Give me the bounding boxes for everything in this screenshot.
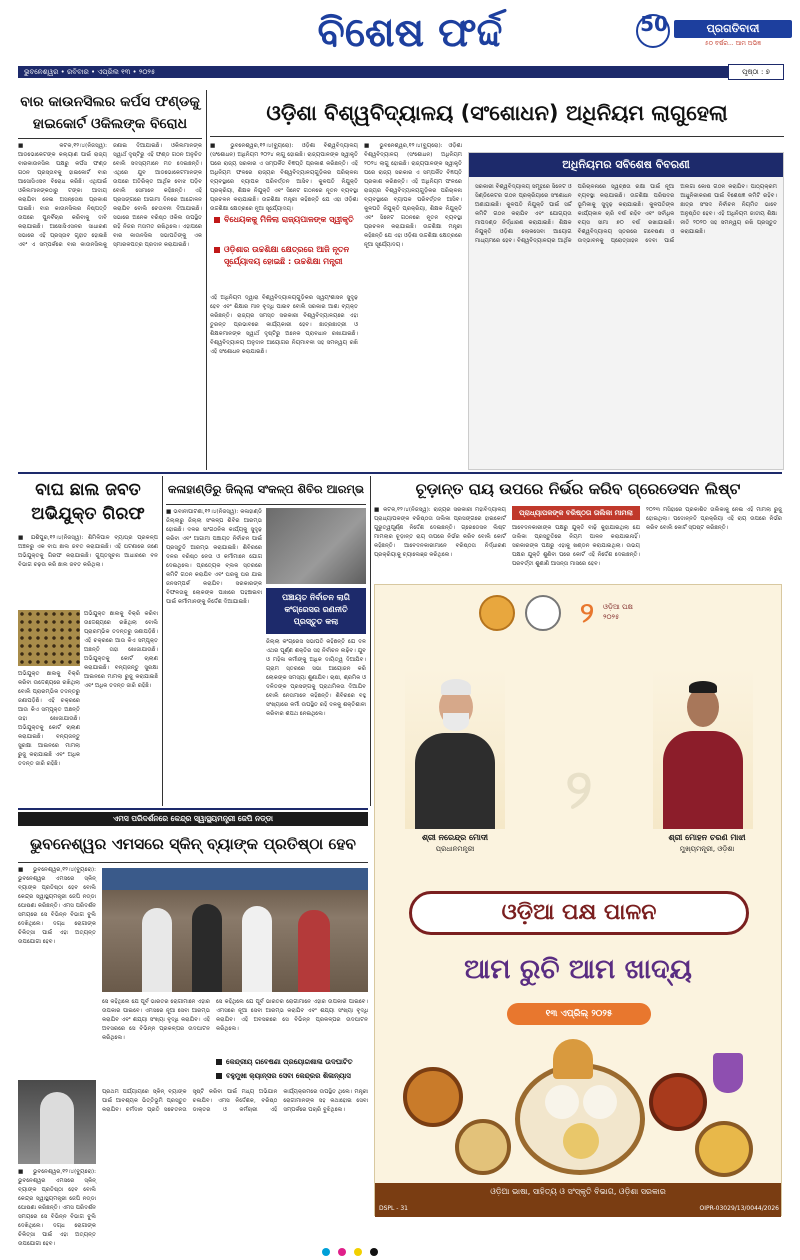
aiims-portrait-photo	[18, 1080, 96, 1164]
food-cup-icon	[713, 1053, 743, 1093]
pullquote-text: ପଞ୍ଚାୟତ ନିର୍ବାଚନ ଲାଗି କଂଗ୍ରେସର ରଣନୀତି ପ୍ରସ୍ତୁତ କଲା	[282, 593, 350, 626]
story-tiger-skin	[18, 476, 158, 806]
story-body-3: ■ ଭୁବନେଶ୍ୱର,୧୨।୪(ବ୍ୟୁରୋ): ଓଡ଼ିଶା ବିଶ୍ୱବିଦ୍ୟାଳୟ (ସଂଶୋଧନ) ଅଧିନିୟମ ୨୦୨୪ ଲାଗୁ ହୋଇଛି। ରାଜ୍ୟପାଳଙ୍କ ସ୍ୱୀକୃତି ପରେ ରାଜ୍ୟ ସରକାର ଏ ସମ୍ପର୍କିତ ବିଜ୍ଞପ୍ତି ପ୍ରକାଶ କରିଛନ୍ତି। ଏହି ଅଧିନିୟମ ଫଳରେ ରାଜ୍ୟର ବିଶ୍ୱବିଦ୍ୟାଳୟଗୁଡ଼ିକର ପରିଚାଳନା ବ୍ୟବସ୍ଥାରେ ବ୍ୟାପକ ପରିବର୍ତ୍ତନ ଆସିବ। କୁଳପତି ନିଯୁକ୍ତି ପ୍ରକ୍ରିୟା, ଶିକ୍ଷକ ନିଯୁକ୍ତି ଏବଂ ସିନେଟ ଗଠନରେ ନୂତନ ବ୍ୟବସ୍ଥା ପ୍ରଚଳନ କରାଯାଇଛି। ଉଚ୍ଚଶିକ୍ଷା ମନ୍ତ୍ରୀ କହିଛନ୍ତି ଯେ ଏହା ଓଡ଼ିଶା ଉଚ୍ଚଶିକ୍ଷା କ୍ଷେତ୍ରରେ ନୂଆ ସୂର୍ଯ୍ୟୋଦୟ।	[364, 143, 462, 248]
story-body: ■ ଯଶିପୁର,୧୨।୪(ନିଜସ୍ୱ): ଶିମିଳିପାଳ ବ୍ୟାଘ୍ର ପ୍ରକଳ୍ପ ଅଞ୍ଚଳରୁ ଏକ ବାଘ ଛାଲ ଜବତ କରାଯାଇଛି। ଏହି ଘଟଣାରେ ଜଣେ ଅଭିଯୁକ୍ତକୁ ଗିରଫ କରାଯାଇଛି। ଗୁପ୍ତସୂଚନା ଆଧାରରେ ବନ ବିଭାଗ ଚଢ଼ଉ କରି ଛାଲ ଜବତ କରିଥିଲା।	[18, 535, 158, 568]
person-silhouette	[242, 906, 272, 992]
bullet-square-icon	[216, 1059, 222, 1065]
leopard-spots	[18, 610, 80, 666]
story-body-3: ଅଭିଯୁକ୍ତ ଛାଲକୁ ବିକ୍ରି କରିବା ଉଦ୍ଦେଶ୍ୟରେ ରଖିଥିଲା ବୋଲି ପ୍ରାରମ୍ଭିକ ତଦନ୍ତରୁ ଜଣାପଡ଼ିଛି। ଏହି ଚକ୍ରରେ ଆଉ କିଏ ସମ୍ପୃକ୍ତ ଅଛନ୍ତି ତାହା ଖୋଜାଯାଉଛି। ଅଭିଯୁକ୍ତକୁ କୋର୍ଟ ଚାଲାଣ କରାଯାଇଛି। ବନ୍ୟଜନ୍ତୁ ସୁରକ୍ଷା ଆଇନରେ ମାମଲା ରୁଜୁ କରାଯାଇଛି ଏବଂ ଅଧିକ ତଦନ୍ତ ଜାରି ରହିଛି।	[18, 671, 80, 767]
portrait-body	[415, 733, 495, 829]
story-body-3: ୨୦୨୩ ମସିହାରେ ପ୍ରକାଶିତ ତାଲିକାକୁ ନେଇ ଏହି ମାମଲା ରୁଜୁ ହୋଇଥିଲା। ପଦୋନ୍ନତି ପ୍ରକ୍ରିୟା ଏହି ରାୟ ଉପରେ ନିର୍ଭର କରିବ ବୋଲି କୋର୍ଟ ସ୍ପଷ୍ଟ କରିଛନ୍ତି।	[646, 507, 782, 531]
person-1-title: ପ୍ରଧାନମନ୍ତ୍ରୀ	[435, 845, 475, 853]
badge-numeral-icon: ୨	[580, 596, 594, 629]
portrait-body	[663, 731, 743, 829]
divider	[18, 138, 202, 139]
food-pitha-icon	[545, 1085, 579, 1119]
kicker: ଏମସ ପରିଦର୍ଶନରେ କେନ୍ଦ୍ର ସ୍ୱାସ୍ଥ୍ୟମନ୍ତ୍ରୀ ଜେପି ନଡ୍ଡା	[18, 812, 368, 826]
aiims-event-photo	[102, 868, 368, 992]
bullet-1	[214, 214, 358, 240]
story-body-2: ଏହି ଅଧିନିୟମ ଦ୍ୱାରା ବିଶ୍ୱବିଦ୍ୟାଳୟଗୁଡ଼ିକର ସ୍ୱୟଂଶାସନ ସୁଦୃଢ଼ ହେବ ଏବଂ ଶିକ୍ଷାର ମାନ ବୃଦ୍ଧି ପାଇବ ବୋଲି ସରକାର ଆଶା ବ୍ୟକ୍ତ କରିଛନ୍ତି। ରାଜ୍ୟର ସମସ୍ତ ସରକାରୀ ବିଶ୍ୱବିଦ୍ୟାଳୟରେ ଏହା ତୁରନ୍ତ ପ୍ରଭାବରେ କାର୍ଯ୍ୟକାରୀ ହେବ। ଛାତ୍ରଛାତ୍ରୀ ଓ ଶିକ୍ଷକମାନଙ୍କ ସ୍ୱାର୍ଥ ଦୃଷ୍ଟିରୁ ଅନେକ ପ୍ରାବଧାନ ରଖାଯାଇଛି। ବିଶ୍ୱବିଦ୍ୟାଳୟ ଅନୁଦାନ ଆୟୋଗର ନିୟମାବଳୀ ସହ ସମନ୍ୱୟ ରଖି ଏହି ସଂଶୋଧନ କରାଯାଇଛି।	[210, 295, 358, 355]
headline: ଭୁବନେଶ୍ୱର ଏମସରେ ସ୍କିନ୍ ବ୍ୟାଙ୍କ ପ୍ରତିଷ୍ଠା ହେବ	[30, 835, 356, 853]
food-bowl-icon	[403, 1067, 463, 1127]
section-rule	[18, 808, 368, 810]
headline: ଚୂଡ଼ାନ୍ତ ରାୟ ଉପରେ ନିର୍ଭର କରିବ ଗ୍ରେଡେସନ ଲିଷ୍ଟ	[415, 480, 741, 498]
bullet-2	[216, 1070, 368, 1084]
bullet-square-icon	[216, 1073, 222, 1079]
headline: ବାର କାଉନସିଲର କର୍ପସ ଫଣ୍ଡକୁ	[20, 94, 200, 110]
column-divider	[370, 476, 371, 806]
headline: ଓଡ଼ିଶା ବିଶ୍ୱବିଦ୍ୟାଳୟ (ସଂଶୋଧନ) ଅଧିନିୟମ ଲାଗୁହେଲା	[266, 101, 728, 125]
ad-badge	[571, 595, 663, 635]
story-body-2: ସେ କହିଥିଲେ ଯେ ପୂର୍ବ ଭାରତର ରୋଗୀମାନେ ଏହାର ଉପକାର ପାଇବେ। ଏମସରେ ନୂଆ ସେବା ଆରମ୍ଭ କରାଯିବ ଏବଂ ଶଯ୍ୟା ସଂଖ୍ୟା ବୃଦ୍ଧି କରାଯିବ। ଏହି ଅବସରରେ ସେ ବିଭିନ୍ନ ପ୍ରକଳ୍ପର ଉଦଘାଟନ କରିଥିଲେ।	[102, 999, 210, 1041]
portrait-hair	[441, 679, 471, 695]
bullet-1	[216, 1056, 368, 1070]
story-university	[210, 90, 784, 470]
masthead	[0, 0, 800, 92]
bullet-text: କେନ୍ଦ୍ରୀୟ ଗବେଷଣା ପ୍ରୟୋଗଶାଳା ଉଦଘାଟିତ	[226, 1058, 353, 1066]
portrait-head	[687, 687, 719, 727]
details-box-title: ଅଧିନିୟମର ସବିଶେଷ ବିବରଣୀ	[469, 153, 783, 177]
person-silhouette	[142, 908, 172, 992]
ad-emblem-2	[525, 595, 561, 631]
story-body-2: ଆବେଦନକାରୀଙ୍କ ପକ୍ଷରୁ ଯୁକ୍ତି ବାଢ଼ି କୁହାଯାଇଥିଲା ଯେ ତାଲିକା ପ୍ରସ୍ତୁତିରେ ନିୟମ ପାଳନ କରାଯାଇନାହିଁ। ସରକାରଙ୍କ ପକ୍ଷରୁ ଏହାକୁ ଖଣ୍ଡନ କରାଯାଇଥିଲା। ଉଭୟ ପକ୍ଷର ଯୁକ୍ତି ଶୁଣିବା ପରେ କୋର୍ଟ ଏହି ନିର୍ଦ୍ଦେଶ ଦେଇଛନ୍ତି। ପରବର୍ତ୍ତୀ ଶୁଣାଣି ଆସନ୍ତା ମାସରେ ହେବ।	[512, 525, 640, 567]
story-body: ■ ଭୁବନେଶ୍ୱର,୧୨।୪(ବ୍ୟୁରୋ): ଓଡ଼ିଶା ବିଶ୍ୱବିଦ୍ୟାଳୟ (ସଂଶୋଧନ) ଅଧିନିୟମ ୨୦୨୪ ଲାଗୁ ହୋଇଛି। ରାଜ୍ୟପାଳଙ୍କ ସ୍ୱୀକୃତି ପରେ ରାଜ୍ୟ ସରକାର ଏ ସମ୍ପର୍କିତ ବିଜ୍ଞପ୍ତି ପ୍ରକାଶ କରିଛନ୍ତି। ଏହି ଅଧିନିୟମ ଫଳରେ ରାଜ୍ୟର ବିଶ୍ୱବିଦ୍ୟାଳୟଗୁଡ଼ିକର ପରିଚାଳନା ବ୍ୟବସ୍ଥାରେ ବ୍ୟାପକ ପରିବର୍ତ୍ତନ ଆସିବ। କୁଳପତି ନିଯୁକ୍ତି ପ୍ରକ୍ରିୟା, ଶିକ୍ଷକ ନିଯୁକ୍ତି ଏବଂ ସିନେଟ ଗଠନରେ ନୂତନ ବ୍ୟବସ୍ଥା ପ୍ରଚଳନ କରାଯାଇଛି। ଉଚ୍ଚଶିକ୍ଷା ମନ୍ତ୍ରୀ କହିଛନ୍ତି ଯେ ଏହା ଓଡ଼ିଶା ଉଚ୍ଚଶିକ୍ଷା କ୍ଷେତ୍ରରେ ନୂଆ ସୂର୍ଯ୍ୟୋଦୟ।	[210, 143, 358, 212]
government-advertisement	[374, 584, 782, 1216]
divider	[166, 504, 366, 505]
badge-year: ୨୦୨୫	[603, 613, 620, 621]
registration-mark-magenta	[338, 1248, 346, 1256]
headline: ବାଘ ଛାଲ ଜବତ	[35, 480, 141, 500]
story-gradation-list	[374, 476, 782, 566]
story-kalahandi	[166, 476, 366, 806]
banner-text: ଓଡ଼ିଆ ପକ୍ଷ ପାଳନ	[501, 900, 657, 925]
details-box-body: ସରକାରୀ ବିଶ୍ୱବିଦ୍ୟାଳୟ ସମୂହରେ ସିନେଟ ଓ ସିଣ୍ଡିକେଟର ଗଠନ ପ୍ରକ୍ରିୟାରେ ସଂଶୋଧନ ଅଣାଯାଇଛି। କୁଳପତି ନିଯୁକ୍ତି ପାଇଁ ସର୍ଚ୍ଚ କମିଟି ଗଠନ କରାଯିବ ଏବଂ ଯୋଗ୍ୟତା ମାପଦଣ୍ଡ ନିର୍ଦ୍ଧାରଣ କରାଯାଇଛି। ଶିକ୍ଷକ ନିଯୁକ୍ତି ଓଡ଼ିଶା ଲୋକସେବା ଆୟୋଗ ମାଧ୍ୟମରେ ହେବ। ବିଶ୍ୱବିଦ୍ୟାଳୟର ଆର୍ଥିକ ପରିଚାଳନାରେ ସ୍ୱଚ୍ଛତା ରକ୍ଷା ପାଇଁ ନୂଆ ବ୍ୟବସ୍ଥା କରାଯାଇଛି। ଉଚ୍ଚଶିକ୍ଷା ପରିଷଦର ଭୂମିକାକୁ ସୁଦୃଢ଼ କରାଯାଇଛି। କୁଳପତିଙ୍କ କାର୍ଯ୍ୟକାଳ ଚାରି ବର୍ଷ ରହିବ ଏବଂ ସର୍ବାଧିକ ବୟସ ସୀମା ୭୦ ବର୍ଷ ରଖାଯାଇଛି। ବିଶ୍ୱବିଦ୍ୟାଳୟ ସ୍ତରରେ ଗବେଷଣା ଓ ଉଦ୍ଭାବନକୁ ପ୍ରୋତ୍ସାହନ ଦେବା ପାଇଁ ଅଲଗା କୋଷ ଗଠନ କରାଯିବ। ପାଠ୍ୟକ୍ରମ ଆଧୁନିକୀକରଣ ପାଇଁ ବିଶେଷଜ୍ଞ କମିଟି ରହିବ। ଛାତ୍ର ସଂସଦ ନିର୍ବାଚନ ନିୟମିତ ଭାବେ ଅନୁଷ୍ଠିତ ହେବ। ଏହି ଅଧିନିୟମ ଜାତୀୟ ଶିକ୍ଷା ନୀତି ୨୦୨୦ ସହ ସମନ୍ୱୟ ରଖି ପ୍ରସ୍ତୁତ କରାଯାଇଛି।	[475, 184, 777, 244]
ad-footer-text: ଓଡ଼ିଆ ଭାଷା, ସାହିତ୍ୟ ଓ ସଂସ୍କୃତି ବିଭାଗ, ଓଡ଼ିଶା ସରକାର	[490, 1187, 666, 1196]
story-bar-council	[18, 90, 202, 470]
story-body-4: ପ୍ରଥମ ପର୍ଯ୍ୟାୟରେ ସ୍କିନ୍ ବ୍ୟାଙ୍କ ପାଇଁ ଆବଶ୍ୟକ ଭିତ୍ତିଭୂମି ପ୍ରସ୍ତୁତ କରାଯିବ। ଚର୍ମଦାନ ପ୍ରତି ସଚେତନତା ସୃଷ୍ଟି କରିବା ପାଇଁ ମଧ୍ୟ ଅଭିଯାନ ଚଳାଯିବ। ଏମସ ନିର୍ଦ୍ଦେଶକ, ବରିଷ୍ଠ ଡାକ୍ତର ଓ କର୍ମଚାରୀ ଏହି କାର୍ଯ୍ୟକ୍ରମରେ ଉପସ୍ଥିତ ଥିଲେ। ମନ୍ତ୍ରୀ ରୋଗୀମାନଙ୍କ ସହ କଥାହୋଇ ସେବା ସମ୍ପର୍କରେ ପଚାରି ବୁଝିଥିଲେ।	[102, 1089, 368, 1113]
odia-pakhya-motif	[531, 755, 627, 835]
bullet-text: ବହୁମୁଖୀ କ୍ୟାନ୍ସର ସେବା କେନ୍ଦ୍ରର ଶିଳାନ୍ୟାସ	[226, 1072, 351, 1080]
bullet-text: ଓଡ଼ିଶାର ଉଚ୍ଚଶିକ୍ଷା କ୍ଷେତ୍ରରେ ଆଜି ନୂତନ ସୂର୍ଯ୍ୟୋଦୟ ହୋଇଛି : ଉଚ୍ଚଶିକ୍ଷା ମନ୍ତ୍ରୀ	[224, 245, 350, 266]
page-number: ପୃଷ୍ଠା : ୭	[742, 68, 770, 76]
food-bowl-icon	[695, 1121, 753, 1177]
logo-tagline: ୫୦ ବର୍ଷର... ଆମ ଅଭିଜ୍ଞ	[704, 40, 762, 47]
kicker: ପ୍ରାଧ୍ୟାପକଙ୍କ ବରିଷ୍ଠତା ତାଲିକା ମାମଲା	[512, 506, 640, 520]
person-2-title: ମୁଖ୍ୟମନ୍ତ୍ରୀ, ଓଡ଼ିଶା	[679, 845, 735, 853]
story-body-3: ସେ କହିଥିଲେ ଯେ ପୂର୍ବ ଭାରତର ରୋଗୀମାନେ ଏହାର ଉପକାର ପାଇବେ। ଏମସରେ ନୂଆ ସେବା ଆରମ୍ଭ କରାଯିବ ଏବଂ ଶଯ୍ୟା ସଂଖ୍ୟା ବୃଦ୍ଧି କରାଯିବ। ଏହି ଅବସରରେ ସେ ବିଭିନ୍ନ ପ୍ରକଳ୍ପର ଉଦଘାଟନ କରିଥିଲେ।	[216, 999, 368, 1032]
food-platter	[395, 1033, 763, 1183]
headline-line-2: ଅଭିଯୁକ୍ତ ଗିରଫ	[31, 504, 145, 524]
logo	[636, 10, 792, 54]
ad-code-right: OIPR-03029/13/0044/2026	[699, 1205, 779, 1212]
divider	[210, 136, 784, 137]
bullet-2	[214, 244, 358, 290]
ad-emblem-1	[479, 595, 515, 631]
bullet-square-icon	[214, 217, 220, 223]
story-body-2: ଜିଲ୍ଲା କଂଗ୍ରେସ ସଭାପତି କହିଛନ୍ତି ଯେ ଦଳ ଏଥର ପୂର୍ଣ୍ଣ ଶକ୍ତିର ସହ ନିର୍ବାଚନ ଲଢ଼ିବ। ଯୁବ ଓ ମହିଳା କର୍ମୀଙ୍କୁ ଅଧିକ ଦାୟିତ୍ୱ ଦିଆଯିବ। ଗ୍ରାମ ସ୍ତରରେ ସଭା ଆୟୋଜନ କରି ଲୋକଙ୍କ ସମସ୍ୟା ଶୁଣାଯିବ। ଚାଷୀ, ଶ୍ରମିକ ଓ ଦଳିତଙ୍କ ପ୍ରସଙ୍ଗକୁ ପ୍ରାଥମିକତା ଦିଆଯିବ ବୋଲି ନେତାମାନେ କହିଛନ୍ତି। ଶିବିରରେ ବହୁ ସଂଖ୍ୟାରେ କର୍ମୀ ଉପସ୍ଥିତ ରହି ଦଳକୁ ଶକ୍ତିଶାଳୀ କରିବାର ଶପଥ ନେଇଥିଲେ।	[266, 639, 366, 717]
column-divider	[206, 90, 207, 470]
story-body: ■ ଭୁବନେଶ୍ୱର,୧୨।୪(ବ୍ୟୁରୋ): ଭୁବନେଶ୍ୱର ଏମସରେ ସ୍କିନ୍ ବ୍ୟାଙ୍କ ପ୍ରତିଷ୍ଠା ହେବ ବୋଲି କେନ୍ଦ୍ର ସ୍ୱାସ୍ଥ୍ୟମନ୍ତ୍ରୀ ଜେପି ନଡ୍ଡା ଘୋଷଣା କରିଛନ୍ତି। ଏମସ ପରିଦର୍ଶନ ସମୟରେ ସେ ବିଭିନ୍ନ ବିଭାଗ ବୁଲି ଦେଖିଥିଲେ। ଦଗ୍ଧ ରୋଗୀଙ୍କ ଚିକିତ୍ସା ପାଇଁ ଏହା ଅତ୍ୟନ୍ତ ଉପଯୋଗୀ ହେବ।	[18, 867, 96, 945]
badge-text: ଓଡ଼ିଆ ପକ୍ଷ	[603, 603, 633, 611]
headline-line-2: ହାଇକୋର୍ଟ ଓକିଲଙ୍କ ବିରୋଧ	[32, 116, 188, 132]
food-bowl-icon	[649, 1073, 707, 1131]
portrait-pm	[405, 669, 505, 829]
ad-code-left: DSPL - 31	[379, 1205, 409, 1212]
page-title: ବିଶେଷ ଫର୍ଦ୍ଦ	[317, 10, 503, 56]
logo-number: 50	[640, 12, 668, 36]
tiger-skin-photo	[18, 610, 80, 666]
food-pitha-icon	[583, 1085, 617, 1119]
bullet-text: ବିଧେୟକକୁ ମିଳିଲା ରାଜ୍ୟପାଳଙ୍କ ସ୍ୱୀକୃତି	[224, 215, 354, 224]
food-pitha-icon	[563, 1123, 599, 1159]
column-divider	[162, 476, 163, 806]
banner-strip	[102, 868, 368, 890]
headline: କଳାହାଣ୍ଡିରୁ ଜିଲ୍ଲା ସଂକଳ୍ପ ଶିବିର ଆରମ୍ଭ	[167, 482, 365, 496]
person-silhouette	[298, 910, 330, 992]
story-body: ■ କଟକ,୧୨।୪(ନିଜସ୍ୱ): ଆଡଭୋକେଟଙ୍କ କଲ୍ୟାଣ ପାଇଁ ରାଜ୍ୟ ବାରକାଉନସିଲ ପକ୍ଷରୁ କର୍ପସ ଫଣ୍ଡ ଗଠନ ପ୍ରସ୍ତାବକୁ ହାଇକୋର୍ଟ ବାର ଆସୋସିଏସନ ବିରୋଧ କରିଛି। ଏଥିପାଇଁ ଓକିଲମାନଙ୍କଠାରୁ ଟଙ୍କା ଆଦାୟ କରାଯିବା ନେଇ ଅସନ୍ତୋଷ ପ୍ରକାଶ ପାଇଛି। ବାର କାଉନସିଲର ନିଷ୍ପତ୍ତି ଉପରେ ପୁନର୍ବିଚାର କରିବାକୁ ଦାବି କରାଯାଇଛି। ଆସୋସିଏସନର ସାଧାରଣ ସଭାରେ ଏହି ପ୍ରସ୍ତାବ ଗୃହୀତ ହୋଇଛି ଏବଂ ଏ ସମ୍ପର୍କରେ ବାର କାଉନସିଲକୁ ଜଣାଇ ଦିଆଯାଇଛି। ଓକିଲମାନଙ୍କ ସ୍ୱାର୍ଥ ଦୃଷ୍ଟିରୁ ଏହି ଫଣ୍ଡ ଗଠନ ଅନୁଚିତ ବୋଲି ସଦସ୍ୟମାନେ ମତ ଦେଇଛନ୍ତି। ଏଥିରେ ଯୁବ ଆଡଭୋକେଟମାନଙ୍କ ଉପରେ ଅତିରିକ୍ତ ଆର୍ଥିକ ବୋଝ ପଡ଼ିବ ବୋଲି ସେମାନେ କହିଛନ୍ତି। ଏହି ପ୍ରସଙ୍ଗରେ ଆଗାମୀ ଦିନରେ ଆନ୍ଦୋଳନ କରାଯିବ ବୋଲି ଚେତାବନୀ ଦିଆଯାଇଛି। ସଭାରେ ଅନେକ ବରିଷ୍ଠ ଓକିଲ ଉପସ୍ଥିତ ରହି ନିଜର ମତାମତ ରଖିଥିଲେ। ଏହାପରେ ବାର କାଉନସିଲ ସଭାପତିଙ୍କୁ ଏକ ସ୍ମାରକପତ୍ର ପ୍ରଦାନ କରାଯାଇଛି।	[18, 143, 202, 248]
food-bowl-icon	[455, 1119, 511, 1175]
pullquote-box	[266, 588, 366, 634]
story-body: ■ ଭବାନୀପାଟଣା,୧୨।୪(ନିଜସ୍ୱ): କଳାହାଣ୍ଡି ଜିଲ୍ଲାରୁ ଜିଲ୍ଲା ସଂକଳ୍ପ ଶିବିର ଆରମ୍ଭ ହୋଇଛି। ଦଳର ସାଂଗଠନିକ କାର୍ଯ୍ୟକୁ ସୁଦୃଢ଼ କରିବା ଏବଂ ଆଗାମୀ ପଞ୍ଚାୟତ ନିର୍ବାଚନ ପାଇଁ ପ୍ରସ୍ତୁତି ଆରମ୍ଭ କରାଯାଇଛି। ଶିବିରରେ ଦଳର ବରିଷ୍ଠ ନେତା ଓ କର୍ମୀମାନେ ଯୋଗ ଦେଇଥିଲେ। ପ୍ରତ୍ୟେକ ବ୍ଲକ ସ୍ତରରେ କମିଟି ଗଠନ କରାଯିବ ଏବଂ ଘରକୁ ଘର ଯାଇ ଜନସମ୍ପର୍କ କରାଯିବ। ସରକାରଙ୍କ ବିଫଳତାକୁ ଲୋକଙ୍କ ପାଖରେ ପହଞ୍ଚାଇବା ପାଇଁ କର୍ମୀମାନଙ୍କୁ ନିର୍ଦ୍ଦେଶ ଦିଆଯାଇଛି।	[166, 509, 262, 605]
story-aiims	[18, 812, 368, 1247]
registration-mark-black	[370, 1248, 378, 1256]
divider	[18, 862, 368, 863]
logo-wordmark	[674, 20, 792, 38]
ad-date: ୧୩ ଏପ୍ରିଲ୍ ୨୦୨୫	[545, 1009, 613, 1019]
story-body-2: ଅଭିଯୁକ୍ତ ଛାଲକୁ ବିକ୍ରି କରିବା ଉଦ୍ଦେଶ୍ୟରେ ରଖିଥିଲା ବୋଲି ପ୍ରାରମ୍ଭିକ ତଦନ୍ତରୁ ଜଣାପଡ଼ିଛି। ଏହି ଚକ୍ରରେ ଆଉ କିଏ ସମ୍ପୃକ୍ତ ଅଛନ୍ତି ତାହା ଖୋଜାଯାଉଛି। ଅଭିଯୁକ୍ତକୁ କୋର୍ଟ ଚାଲାଣ କରାଯାଇଛି। ବନ୍ୟଜନ୍ତୁ ସୁରକ୍ଷା ଆଇନରେ ମାମଲା ରୁଜୁ କରାଯାଇଛି ଏବଂ ଅଧିକ ତଦନ୍ତ ଜାରି ରହିଛି।	[84, 611, 158, 689]
portrait-beard	[443, 713, 469, 731]
logo-text: ପ୍ରଗତିବାଦୀ	[706, 22, 760, 35]
story-body-5: ■ ଭୁବନେଶ୍ୱର,୧୨।୪(ବ୍ୟୁରୋ): ଭୁବନେଶ୍ୱର ଏମସରେ ସ୍କିନ୍ ବ୍ୟାଙ୍କ ପ୍ରତିଷ୍ଠା ହେବ ବୋଲି କେନ୍ଦ୍ର ସ୍ୱାସ୍ଥ୍ୟମନ୍ତ୍ରୀ ଜେପି ନଡ୍ଡା ଘୋଷଣା କରିଛନ୍ତି। ଏମସ ପରିଦର୍ଶନ ସମୟରେ ସେ ବିଭିନ୍ନ ବିଭାଗ ବୁଲି ଦେଖିଥିଲେ। ଦଗ୍ଧ ରୋଗୀଙ୍କ ଚିକିତ୍ସା ପାଇଁ ଏହା ଅତ୍ୟନ୍ତ ଉପଯୋଗୀ ହେବ।	[18, 1169, 96, 1247]
ad-banner	[409, 891, 749, 935]
registration-mark-yellow	[354, 1248, 362, 1256]
details-box	[468, 152, 784, 470]
bullet-square-icon	[214, 247, 220, 253]
food-dosa-icon	[553, 1039, 593, 1079]
registration-mark-cyan	[322, 1248, 330, 1256]
person-1-name: ଶ୍ରୀ ନରେନ୍ଦ୍ର ମୋଦୀ	[421, 833, 489, 842]
page-label-box	[728, 64, 784, 80]
person-2-name: ଶ୍ରୀ ମୋହନ ଚରଣ ମାଝୀ	[668, 833, 746, 842]
portrait-cm	[653, 669, 753, 829]
story-body: ■ କଟକ,୧୨।୪(ନିଜସ୍ୱ): ରାଜ୍ୟର ସରକାରୀ ମହାବିଦ୍ୟାଳୟ ପ୍ରାଧ୍ୟାପକଙ୍କ ବରିଷ୍ଠତା ତାଲିକା ପ୍ରସଙ୍ଗରେ ହାଇକୋର୍ଟ ଗୁରୁତ୍ୱପୂର୍ଣ୍ଣ ନିର୍ଦ୍ଦେଶ ଦେଇଛନ୍ତି। ଗ୍ରେଡେସନ ଲିଷ୍ଟ ମାମଲାର ଚୂଡ଼ାନ୍ତ ରାୟ ଉପରେ ନିର୍ଭର କରିବ ବୋଲି କୋର୍ଟ କହିଛନ୍ତି। ଆବେଦନକାରୀମାନେ ବରିଷ୍ଠତା ନିର୍ଦ୍ଧାରଣ ପ୍ରକ୍ରିୟାକୁ ଚ୍ୟାଲେଞ୍ଜ କରିଥିଲେ।	[374, 507, 506, 558]
section-rule	[18, 472, 782, 474]
person-silhouette	[192, 904, 222, 992]
ad-slogan: ଆମ ରୁଚି ଆମ ଖାଦ୍ୟ	[464, 954, 692, 985]
portrait-hair	[689, 681, 717, 693]
dateline: ଭୁବନେଶ୍ୱର • ରବିବାର • ଏପ୍ରିଲ ୧୩ • ୨୦୨୫	[24, 68, 156, 76]
motif-numeral: ୨	[565, 758, 593, 821]
rally-photo	[266, 508, 366, 584]
person-silhouette	[40, 1092, 74, 1164]
ad-date-pill	[507, 1003, 651, 1025]
